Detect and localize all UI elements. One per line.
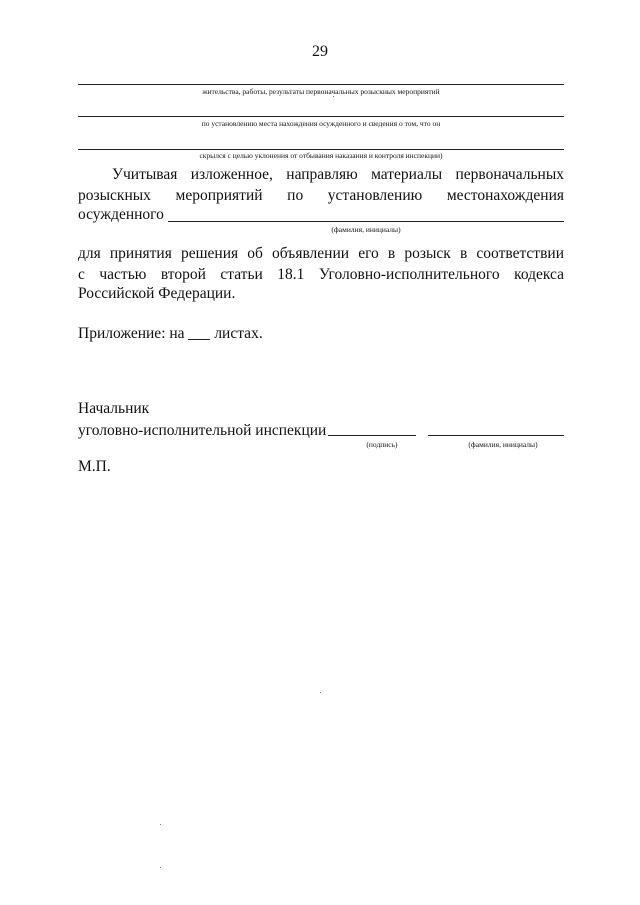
page-number: 29 — [312, 43, 328, 60]
caption-line-1: жительства, работы, результаты первоначальных розыскных мероприятий — [202, 87, 440, 96]
scan-speck — [160, 824, 161, 825]
convict-name-line — [168, 221, 564, 222]
para1-line1: Учитывая изложенное, направляю материалы первоначальных — [112, 166, 564, 183]
para1-line3-label: осужденного — [78, 206, 164, 223]
scan-speck — [160, 867, 161, 868]
signature-name-caption: (фамилия, инициалы) — [468, 440, 538, 449]
signature-title: Начальник — [78, 400, 150, 417]
scan-speck — [333, 96, 334, 97]
attachment-line — [78, 325, 263, 343]
signature-sign-caption: (подпись) — [366, 440, 398, 449]
signature-sign-line — [328, 435, 416, 436]
caption-line-3: скрылся с целью уклонения от отбывания наказания и контроля инспекции) — [199, 151, 443, 160]
para2-line3: Российской Федерации. — [78, 285, 236, 302]
para1-line2: розыскных мероприятий по установлению местонахождения — [78, 187, 564, 204]
para2-line2: с частью второй статьи 18.1 Уголовно-исполнительного кодекса — [78, 266, 564, 283]
signature-org: уголовно-исполнительной инспекции — [78, 422, 327, 439]
form-line-2 — [78, 116, 564, 117]
signature-name-line — [428, 435, 564, 436]
form-line-1 — [78, 84, 564, 85]
attachment-blank — [188, 339, 210, 340]
attachment-suffix: листах. — [214, 325, 263, 342]
stamp-place: М.П. — [78, 458, 111, 475]
scan-speck — [320, 692, 321, 693]
caption-line-2: по установлению места нахождения осужденного и сведения о том, что он — [201, 119, 441, 128]
form-line-3 — [78, 149, 564, 150]
convict-name-caption: (фамилия, инициалы) — [331, 225, 401, 234]
para2-line1: для принятия решения об объявлении его в розыск в соответствии — [78, 245, 564, 262]
attachment-prefix: Приложение: на — [78, 325, 185, 342]
